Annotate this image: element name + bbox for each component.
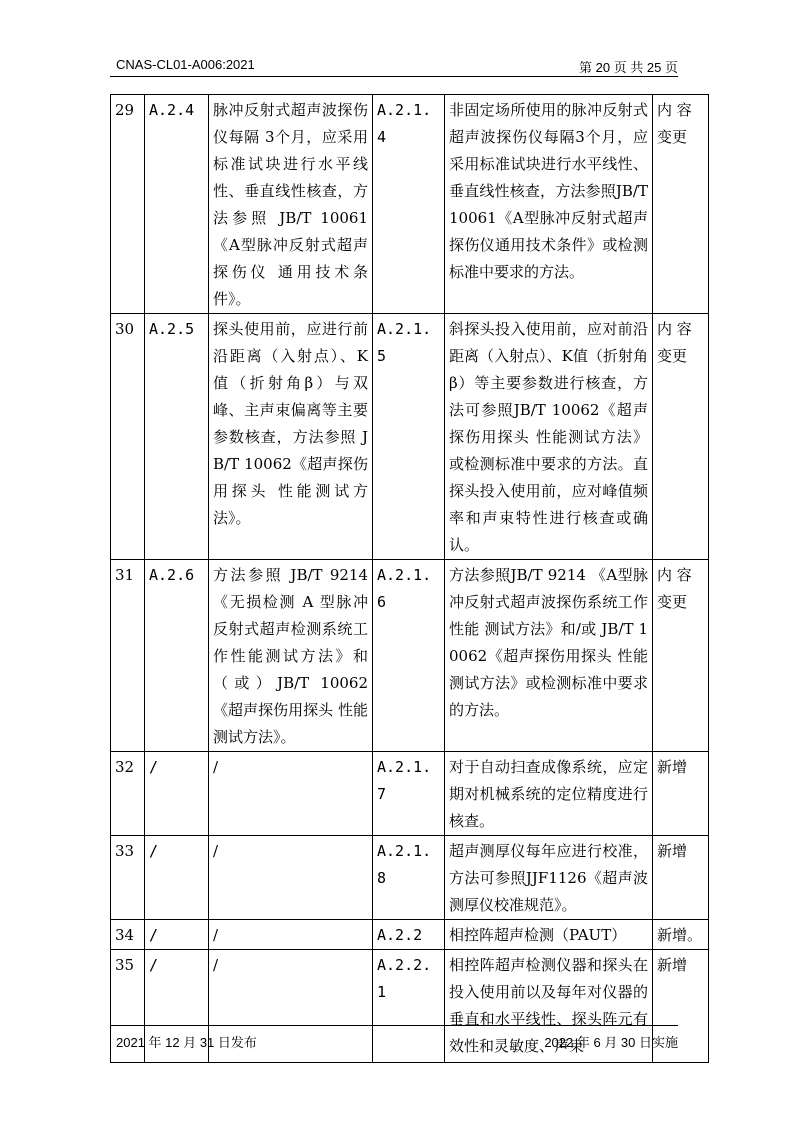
new-clause: A.2.1.6 bbox=[373, 560, 445, 752]
new-text: 超声测厚仪每年应进行校准，方法可参照JJF1126《超声波测厚仪校准规范》。 bbox=[445, 836, 653, 920]
new-text: 非固定场所使用的脉冲反射式超声波探伤仪每隔3个月，应采用标准试块进行水平线性、垂直线性核查，方法参照JB/T 10061《A型脉冲反射式超声探伤仪通用技术条件》或检测标准中要求的方法。 bbox=[445, 95, 653, 314]
old-text: / bbox=[209, 752, 373, 836]
old-clause: A.2.6 bbox=[145, 560, 209, 752]
old-clause: / bbox=[145, 836, 209, 920]
new-clause: A.2.2.1 bbox=[373, 950, 445, 1063]
change-type: 内 容变更 bbox=[653, 560, 709, 752]
new-clause: A.2.2 bbox=[373, 920, 445, 950]
row-number: 33 bbox=[111, 836, 145, 920]
row-number: 35 bbox=[111, 950, 145, 1063]
old-clause: A.2.4 bbox=[145, 95, 209, 314]
row-number: 34 bbox=[111, 920, 145, 950]
change-type: 新增 bbox=[653, 836, 709, 920]
row-number: 31 bbox=[111, 560, 145, 752]
old-clause: / bbox=[145, 920, 209, 950]
document-id: CNAS-CL01-A006:2021 bbox=[116, 57, 255, 72]
table-row bbox=[111, 752, 709, 836]
issue-date: 2021 年 12 月 31 日发布 bbox=[116, 1035, 257, 1050]
footer-rule bbox=[110, 1025, 678, 1026]
new-text: 对于自动扫查成像系统，应定期对机械系统的定位精度进行核查。 bbox=[445, 752, 653, 836]
new-text: 方法参照JB/T 9214 《A型脉冲反射式超声波探伤系统工作性能 测试方法》和/或 JB/T 10062《超声探伤用探头 性能测试方法》或检测标准中要求的方法。 bbox=[445, 560, 653, 752]
change-type: 内 容变更 bbox=[653, 95, 709, 314]
old-text: / bbox=[209, 920, 373, 950]
old-clause: / bbox=[145, 752, 209, 836]
old-text: / bbox=[209, 950, 373, 1063]
page-number: 第 20 页 共 25 页 bbox=[579, 60, 678, 75]
page-footer bbox=[110, 1032, 678, 1050]
table-row bbox=[111, 560, 709, 752]
table-row bbox=[111, 95, 709, 314]
old-text: 脉冲反射式超声波探伤仪每隔 3个月，应采用标准试块进行水平线性、垂直线性核查，方法参照 JB/T 10061《A型脉冲反射式超声探伤仪 通用技术条件》。 bbox=[209, 95, 373, 314]
row-number: 29 bbox=[111, 95, 145, 314]
new-clause: A.2.1.7 bbox=[373, 752, 445, 836]
new-clause: A.2.1.4 bbox=[373, 95, 445, 314]
table-row bbox=[111, 314, 709, 560]
old-text: 探头使用前，应进行前沿距离（入射点）、K 值（折射角β）与双峰、主声束偏离等主要参数核查，方法参照 JB/T 10062《超声探伤用探头 性能测试方法》。 bbox=[209, 314, 373, 560]
effective-date: 2022 年 6 月 30 日实施 bbox=[544, 1035, 678, 1050]
change-type: 新增 bbox=[653, 950, 709, 1063]
new-text: 相控阵超声检测（PAUT） bbox=[445, 920, 653, 950]
header-rule bbox=[110, 76, 678, 77]
new-text: 相控阵超声检测仪器和探头在投入使用前以及每年对仪器的垂直和水平线性、探头阵元有效性和灵敏度、声束 bbox=[445, 950, 653, 1063]
old-clause: A.2.5 bbox=[145, 314, 209, 560]
page-header bbox=[110, 57, 678, 75]
change-type: 新增 bbox=[653, 752, 709, 836]
change-type: 内 容变更 bbox=[653, 314, 709, 560]
revision-table bbox=[110, 94, 709, 1063]
row-number: 32 bbox=[111, 752, 145, 836]
table-row bbox=[111, 920, 709, 950]
old-clause: / bbox=[145, 950, 209, 1063]
new-text: 斜探头投入使用前，应对前沿距离（入射点）、K值（折射角β）等主要参数进行核查，方法可参照JB/T 10062《超声探伤用探头 性能测试方法》或检测标准中要求的方法。直探头投入使用前，应对峰值频率和声束特性进行核查或确认。 bbox=[445, 314, 653, 560]
new-clause: A.2.1.5 bbox=[373, 314, 445, 560]
old-text: / bbox=[209, 836, 373, 920]
row-number: 30 bbox=[111, 314, 145, 560]
change-type: 新增。 bbox=[653, 920, 709, 950]
table-row bbox=[111, 836, 709, 920]
old-text: 方法参照 JB/T 9214《无损检测 A 型脉冲反射式超声检测系统工作性能测试方法》和（或）JB/T 10062《超声探伤用探头 性能测试方法》。 bbox=[209, 560, 373, 752]
new-clause: A.2.1.8 bbox=[373, 836, 445, 920]
